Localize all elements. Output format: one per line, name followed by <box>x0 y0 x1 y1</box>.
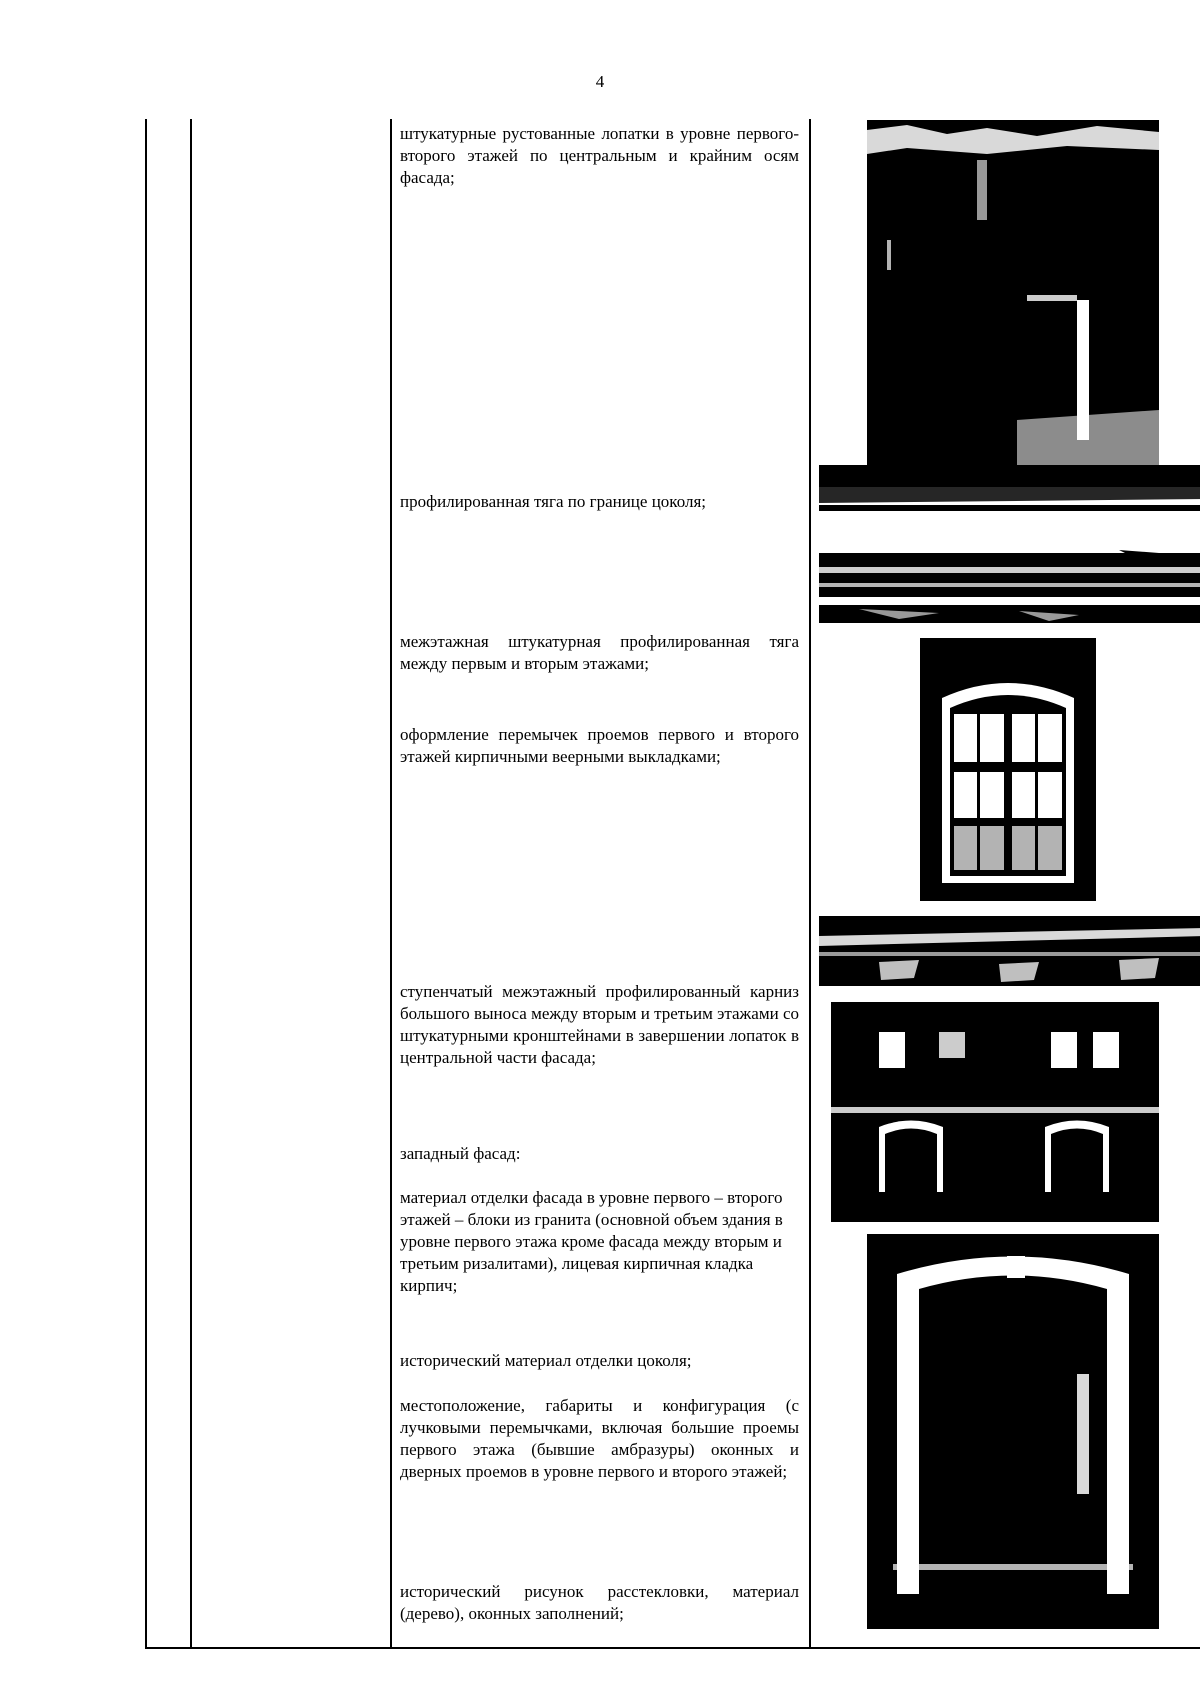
row-text-facade-material: материал отделки фасада в уровне первого – второго этажей – блоки из гранита (основной объем здания в уровне первого этажа кроме фасада между вторым и третьим ризалитами), лицевая кирпичная кладка кирпич; <box>400 1188 783 1295</box>
table-border-left <box>145 119 147 1649</box>
column-divider-2 <box>390 119 392 1649</box>
row-text-interfloor-molding: межэтажная штукатурная профилированная тяга между первым и вторым этажами; <box>400 632 799 673</box>
cornice-photo <box>819 916 1200 986</box>
interfloor-molding-photo <box>819 553 1200 623</box>
row-text-cornice: ступенчатый межэтажный профилированный карниз большого выноса между вторым и третьим этажами со штукатурными кронштейнами в завершении лопаток в центральной части фасада; <box>400 982 799 1067</box>
window-lintel-photo <box>920 638 1096 901</box>
row-text-pilasters: штукатурные рустованные лопатки в уровне первого-второго этажей по центральным и крайним осям фасада; <box>400 124 799 187</box>
column-divider-1 <box>190 119 192 1649</box>
row-text-plinth-material: исторический материал отделки цоколя; <box>400 1351 692 1370</box>
row-text-openings: местоположение, габариты и конфигурация (с лучковыми перемычками, включая большие проемы первого этажа (бывшие амбразуры) оконных и дверных проемов в уровне первого и второго этажей; <box>400 1396 799 1481</box>
row-text-west-facade: западный фасад: <box>400 1144 521 1163</box>
pilaster-photo <box>867 120 1159 465</box>
column-divider-3 <box>809 119 811 1649</box>
row-text-plinth-molding: профилированная тяга по границе цоколя; <box>400 492 706 511</box>
west-facade-photo <box>831 1002 1159 1222</box>
row-text-glazing: исторический рисунок расстекловки, материал (дерево), оконных заполнений; <box>400 1582 799 1623</box>
opening-photo <box>867 1234 1159 1629</box>
page-number: 4 <box>595 72 605 91</box>
row-text-lintels: оформление перемычек проемов первого и второго этажей кирпичными веерными выкладками; <box>400 725 799 766</box>
table-border-bottom <box>145 1647 1200 1649</box>
heritage-table <box>145 119 1200 1649</box>
